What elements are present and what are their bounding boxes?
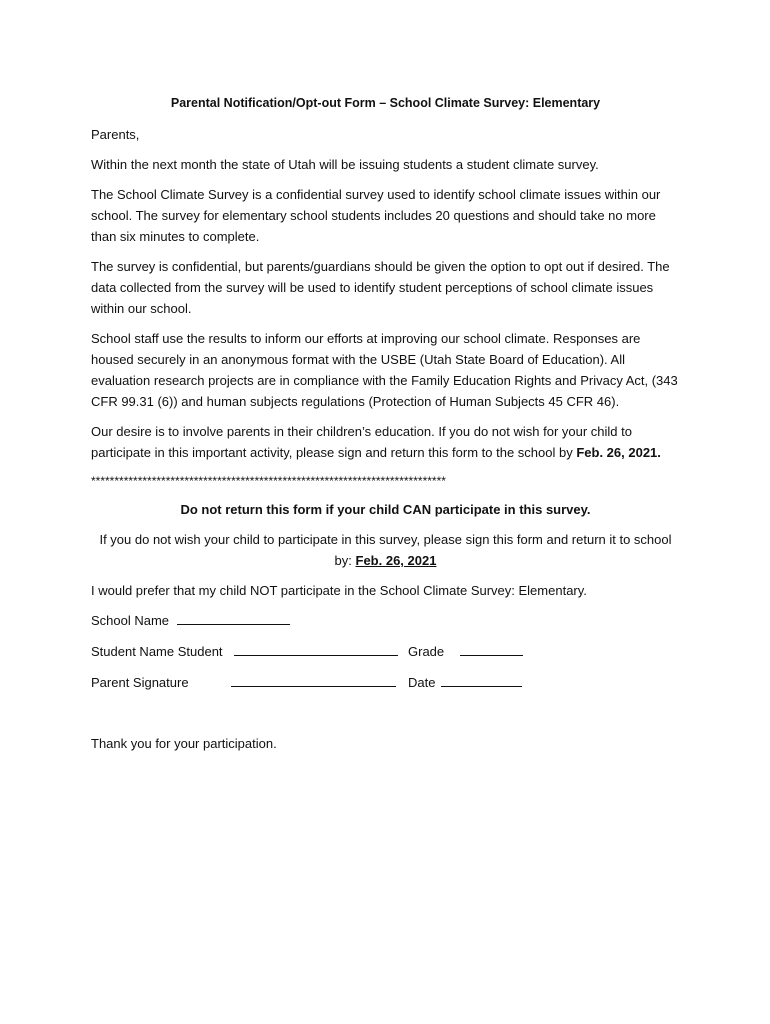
paragraph-survey-description: The School Climate Survey is a confidential survey used to identify school climate issues within our school. The survey for elementary school students includes 20 questions and should take no more than six minutes to complete.: [91, 187, 661, 244]
closing: Thank you for your participation.: [91, 736, 277, 751]
school-name-row: [91, 610, 680, 631]
student-grade-row: [91, 641, 680, 662]
notice: Do not return this form if your child CAN participate in this survey.: [180, 502, 591, 517]
paragraph-confidentiality: The survey is confidential, but parents/guardians should be given the option to opt out if desired. The data collected from the survey will be used to identify student perceptions of school climate issues within our school.: [91, 259, 670, 316]
greeting: Parents,: [91, 127, 140, 142]
parent-signature-label: Parent Signature: [91, 675, 189, 690]
school-name-field[interactable]: [177, 610, 290, 625]
date-label: Date: [408, 675, 436, 690]
grade-label: Grade: [408, 644, 445, 659]
student-name-label: Student Name Student: [91, 644, 223, 659]
parent-signature-field[interactable]: [231, 672, 396, 687]
date-field[interactable]: [441, 672, 522, 687]
opt-out-text: Our desire is to involve parents in their children’s education. If you do not wish for your child to participate in this important activity, please sign and return this form to the school by: [91, 424, 632, 460]
paragraph-intro: Within the next month the state of Utah will be issuing students a student climate survey.: [91, 157, 599, 172]
school-name-label: School Name: [91, 613, 170, 628]
document-page: [91, 93, 680, 763]
return-instruction: [91, 529, 680, 571]
signature-date-row: [91, 672, 680, 693]
return-instruction-text: If you do not wish your child to participate in this survey, please sign this form and return it to school by:: [99, 532, 672, 568]
student-name-field[interactable]: [234, 641, 398, 656]
return-deadline: Feb. 26, 2021: [355, 553, 437, 568]
document-title: Parental Notification/Opt-out Form – School Climate Survey: Elementary: [170, 96, 601, 110]
paragraph-opt-out: [91, 421, 680, 463]
preference-statement: I would prefer that my child NOT participate in the School Climate Survey: Elementary.: [91, 583, 587, 598]
opt-out-deadline: Feb. 26, 2021.: [576, 445, 661, 460]
separator: ****************************************************************************: [91, 474, 446, 488]
paragraph-data-handling: School staff use the results to inform our efforts at improving our school climate. Responses are housed securely in an anonymous format with the USBE (Utah State Board of Education). All evaluation research projects are in compliance with the Family Education Rights and Privacy Act, (343 CFR 99.31 (6)) and human subjects regulations (Protection of Human Subjects 45 CFR 46).: [91, 331, 678, 409]
grade-field[interactable]: [460, 641, 523, 656]
